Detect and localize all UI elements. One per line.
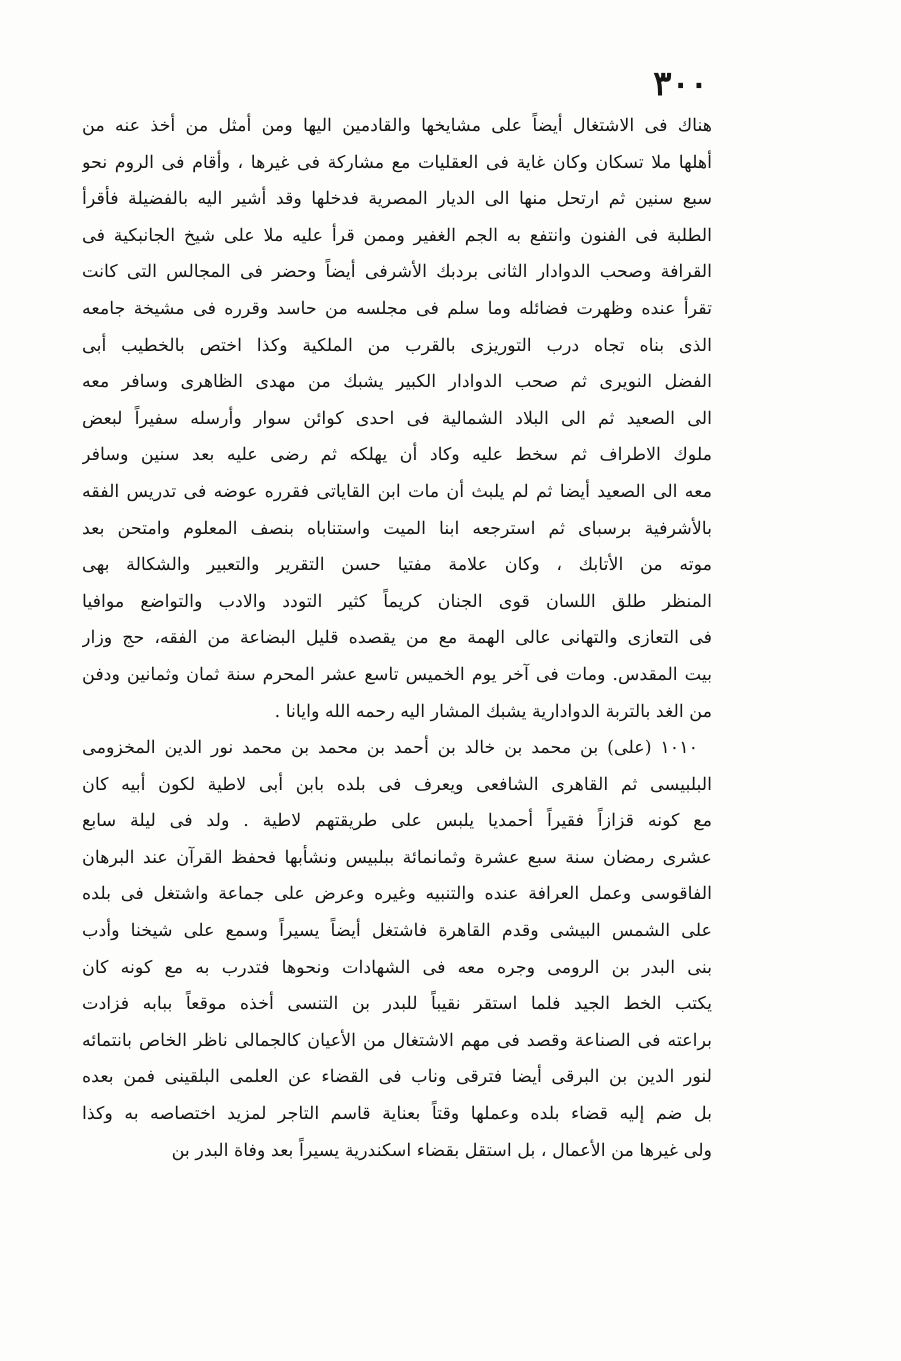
text-line: ملوك الاطراف ثم سخط عليه وكاد أن يهلكه ثم رضى عليه بعد سنين وسافر bbox=[82, 445, 712, 466]
text-line: معه الى الصعيد أيضا ثم لم يلبث أن مات ابن القاياتى فقرره عوضه فى تدريس الفقه bbox=[82, 481, 712, 502]
text-line: الى الصعيد ثم الى البلاد الشمالية فى احدى كوائن سوار وأرسله سفيراً لبعض bbox=[82, 408, 712, 429]
text-line: هناك فى الاشتغال أيضاً على مشايخها والقادمين اليها ومن أمثل من أخذ عنه من bbox=[82, 116, 712, 136]
text-line: عشرى رمضان سنة سبع عشرة وثمانمائة ببلبيس ونشأبها فحفظ القرآن عند البرهان bbox=[82, 847, 712, 868]
text-line: تقرأ عنده وظهرت فضائله وما سلم فى مجلسه من حاسد وقرره فى مشيخة جامعه bbox=[82, 298, 712, 319]
page-number: ٣٠٠ bbox=[653, 64, 708, 104]
text-line: موته من الأتابك ، وكان علامة مفتيا حسن التقرير والتعبير والشكالة بهى bbox=[82, 555, 712, 576]
text-line: بالأشرفية برسباى ثم استرجعه ابنا الميت واستناباه بنصف المعلوم وامتحن بعد bbox=[82, 518, 712, 539]
text-line: القرافة وصحب الدوادار الثانى بردبك الأشرفى أيضاً وحضر فى المجالس التى كانت bbox=[82, 262, 712, 283]
text-line: البلبيسى ثم القاهرى الشافعى ويعرف فى بلده بابن أبى لاطية لكون أبيه كان bbox=[82, 774, 712, 795]
text-line: يكتب الخط الجيد فلما استقر نقيباً للبدر بن التنسى أخذه موقعاً ببابه فزادت bbox=[82, 994, 712, 1015]
text-line: بيت المقدس. ومات فى آخر يوم الخميس تاسع عشر المحرم سنة ثمان وثمانين ودفن bbox=[82, 664, 712, 685]
text-line: ولى غيرها من الأعمال ، بل استقل بقضاء اسكندرية يسيراً بعد وفاة البدر بن bbox=[171, 1140, 712, 1161]
text-line: المنظر طلق اللسان قوى الجنان كريماً كثير التودد والادب والتواضع موافيا bbox=[82, 591, 712, 612]
text-line: على الشمس البيشى وقدم القاهرة فاشتغل أيضاً يسيراً وسمع على شيخنا وأدب bbox=[82, 921, 712, 942]
text-line: الطلبة فى الفنون وانتفع به الجم الغفير وممن قرأ عليه ملا على شيخ الجانبكية فى bbox=[82, 225, 712, 246]
text-line: فى التعازى والتهانى عالى الهمة مع من يقصده قليل البضاعة من الفقه، حج وزار bbox=[82, 628, 712, 649]
entry-heading-line: ١٠١٠ (على) بن محمد بن خالد بن أحمد بن محمد بن محمد نور الدين المخزومى bbox=[82, 738, 698, 759]
text-line: الفاقوسى وعمل العرافة عنده والتنبيه وغيره وعرض على جماعة واشتغل فى بلده bbox=[82, 884, 712, 905]
text-line: بل ضم إليه قضاء بلده وعملها وقتاً بعناية قاسم التاجر لمزيد اختصاصه به وكذا bbox=[82, 1104, 712, 1125]
text-line: لنور الدين بن البرقى أيضا فترقى وناب فى القضاء عن العلمى البلقينى فمن بعده bbox=[82, 1067, 712, 1088]
text-line: سبع سنين ثم ارتحل منها الى الديار المصرية فدخلها وقد أشير اليه بالفضيلة فأقرأ bbox=[82, 189, 712, 210]
text-line: الذى بناه تجاه درب التوريزى بالقرب من الملكية وكذا اختص بالخطيب أبى bbox=[82, 335, 712, 356]
text-line: أهلها ملا تسكان وكان غاية فى العقليات مع مشاركة فى غيرها ، وأقام فى الروم نحو bbox=[82, 152, 712, 173]
text-line: مع كونه قزازاً فقيراً أحمديا يلبس على طريقتهم لاطية . ولد فى ليلة سابع bbox=[82, 811, 712, 832]
text-line: بنى البدر بن الرومى وجره معه فى الشهادات ونحوها فتدرب به مع كونه كان bbox=[82, 957, 712, 978]
body-text bbox=[82, 108, 712, 1169]
text-line: من الغد بالتربة الدوادارية يشبك المشار اليه رحمه الله وايانا . bbox=[274, 701, 712, 722]
text-line: براعته فى الصناعة وقصد فى مهم الاشتغال من الأعيان كالجمالى ناظر الخاص بانتمائه bbox=[82, 1030, 712, 1051]
text-line: الفضل النويرى ثم صحب الدوادار الكبير يشبك من مهدى الظاهرى وسافر معه bbox=[82, 372, 712, 393]
